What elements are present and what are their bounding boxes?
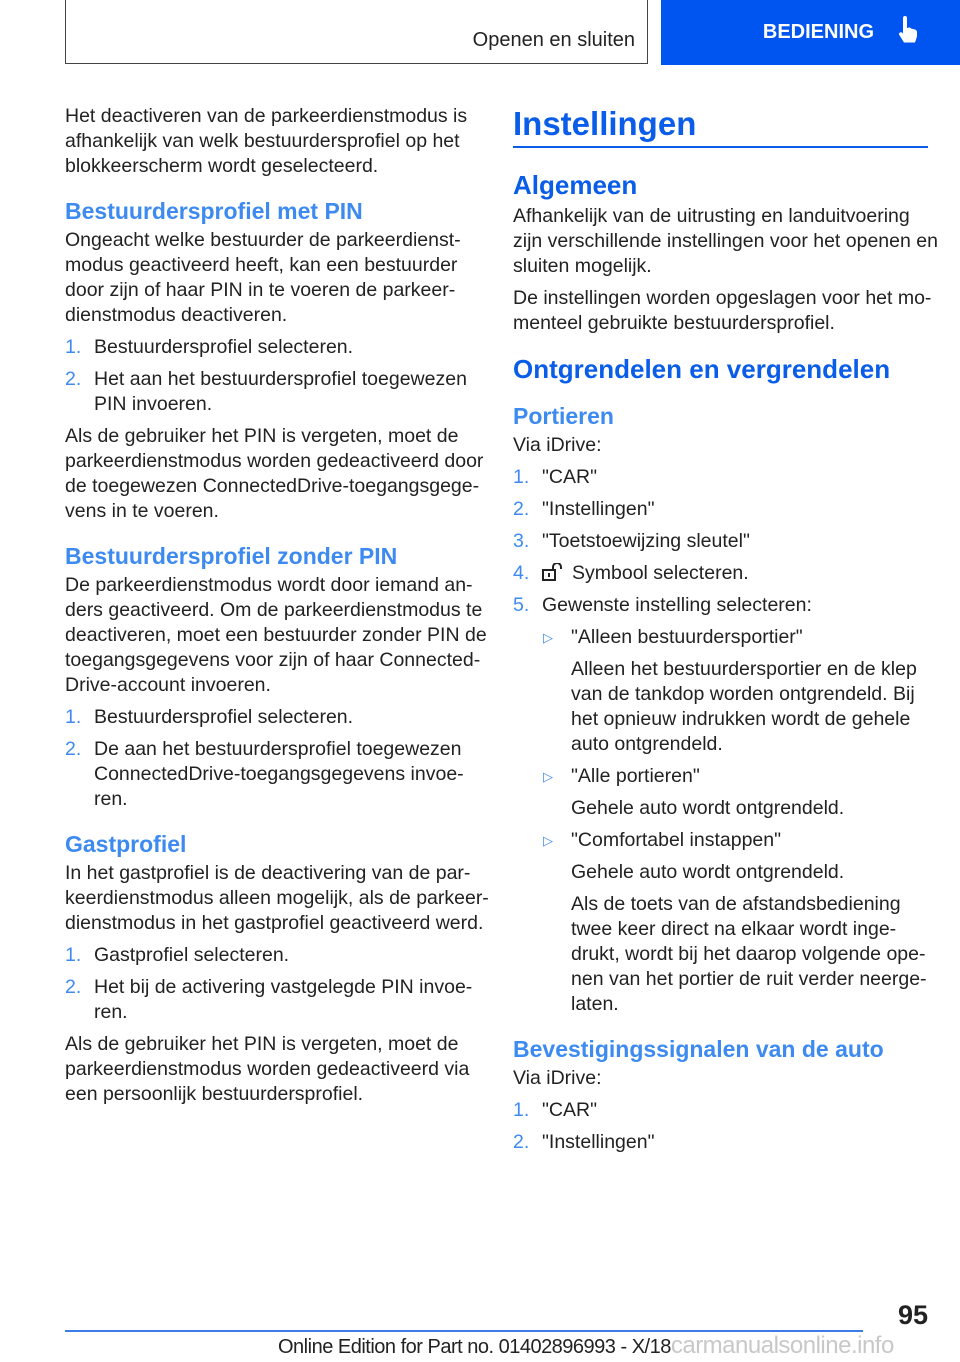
list-item [513, 1098, 933, 1123]
paragraph [513, 286, 933, 336]
list-number: 2. [513, 498, 530, 520]
text-line: nen van het portier de ruit verder neerge- [571, 968, 927, 990]
list-item [513, 1130, 933, 1155]
bullet-item [513, 828, 933, 853]
text-line: deactiveren, moet een bestuurder zonder PIN de [65, 624, 487, 646]
text-line: Als de gebruiker het PIN is vergeten, moet de [65, 425, 459, 447]
text-line: "Instellingen" [542, 1131, 655, 1153]
text-line: vens in te voeren. [65, 500, 219, 522]
text-line: afhankelijk van welk bestuurdersprofiel op het [65, 130, 460, 152]
watermark: carmanualsonline.info [670, 1332, 894, 1359]
text-line: Bestuurdersprofiel selecteren. [94, 706, 354, 728]
unlock-icon [542, 562, 572, 584]
chapter-tab-label: BEDIENING [762, 21, 874, 43]
text-line: Bestuurdersprofiel selecteren. [94, 336, 354, 358]
list-number: 2. [513, 1131, 530, 1153]
text-line: dienstmodus in het gastprofiel geactiveerd werd. [65, 912, 484, 934]
text-line: Afhankelijk van de uitrusting en landuitvoering [513, 205, 910, 227]
text-line: drukt, wordt bij het daarop volgende ope- [571, 943, 926, 965]
paragraph [65, 104, 485, 179]
text-line: Drive-account invoeren. [65, 674, 271, 696]
paragraph [513, 204, 938, 279]
header-section-box [65, 0, 648, 64]
text-line: sluiten mogelijk. [513, 255, 652, 277]
pointing-hand-icon [896, 16, 920, 50]
right-column [513, 104, 938, 1162]
list-item [513, 465, 933, 490]
text-line: dienstmodus deactiveren. [65, 304, 288, 326]
text-line: door zijn of haar PIN in te voeren de parkeer- [65, 279, 456, 301]
text-line: "Toetstoewijzing sleutel" [542, 530, 750, 552]
bullet-description [513, 860, 933, 885]
text-line: Het deactiveren van de parkeerdienstmodus is [65, 105, 468, 127]
heading: Bevestigingssignalen van de auto [513, 1036, 884, 1062]
list-number: 2. [65, 738, 82, 760]
text-line: Als de gebruiker het PIN is vergeten, moet de [65, 1033, 459, 1055]
text-line: het opnieuw indrukken wordt de gehele [571, 708, 911, 730]
heading: Ontgrendelen en vergrendelen [513, 354, 891, 384]
heading: Gastprofiel [65, 831, 187, 857]
text-line: PIN invoeren. [94, 393, 213, 415]
text-line: een persoonlijk bestuurdersprofiel. [65, 1083, 364, 1105]
text-line: menteel gebruikte bestuurdersprofiel. [513, 312, 835, 334]
list-number: 2. [65, 976, 82, 998]
paragraph [513, 433, 933, 458]
text-line: keerdienstmodus alleen mogelijk, als de parkeer- [65, 887, 489, 909]
text-line: Via iDrive: [513, 1067, 602, 1089]
bullet-description [513, 892, 933, 1017]
text-line: "Alle portieren" [571, 765, 700, 787]
text-line: "Instellingen" [542, 498, 655, 520]
text-line: Ongeacht welke bestuurder de parkeerdienst- [65, 229, 461, 251]
text-line: de toegewezen ConnectedDrive-toegangsgege- [65, 475, 480, 497]
text-line: Gewenste instelling selecteren: [542, 594, 812, 616]
heading: Portieren [513, 403, 614, 429]
text-line: "CAR" [542, 466, 598, 488]
text-line: Als de toets van de afstandsbediening [571, 893, 901, 915]
heading: Bestuurdersprofiel zonder PIN [65, 543, 398, 569]
text-line: Alleen het bestuurdersportier en de klep [571, 658, 917, 680]
text-line: ren. [94, 1001, 128, 1023]
list-item [65, 705, 485, 730]
triangle-bullet-icon: ▷ [543, 630, 553, 645]
text-line: "Comfortabel instappen" [571, 829, 782, 851]
text-line: Het aan het bestuurdersprofiel toegewezen [94, 368, 467, 390]
text-line: van de tankdop worden ontgrendeld. Bij [571, 683, 915, 705]
list-item [513, 497, 933, 522]
text-line: Via iDrive: [513, 434, 602, 456]
triangle-bullet-icon: ▷ [543, 833, 553, 848]
list-item [513, 561, 933, 586]
triangle-bullet-icon: ▷ [543, 769, 553, 784]
text-line: In het gastprofiel is de deactivering van de par- [65, 862, 471, 884]
footer [278, 1332, 894, 1360]
text-line [542, 561, 933, 586]
list-number: 1. [513, 1099, 530, 1121]
text-line: "CAR" [542, 1099, 598, 1121]
heading: Instellingen [513, 104, 928, 148]
text-line: parkeerdienstmodus worden gedeactiveerd via [65, 1058, 470, 1080]
list-item [65, 737, 485, 812]
paragraph [65, 573, 485, 698]
text-line: Het bij de activering vastgelegde PIN invoe- [94, 976, 473, 998]
text-line: De parkeerdienstmodus wordt door iemand an- [65, 574, 473, 596]
text-line: auto ontgrendeld. [571, 733, 723, 755]
list-item [65, 975, 485, 1025]
list-number: 4. [513, 562, 530, 584]
list-item [65, 367, 485, 417]
text-line: laten. [571, 993, 619, 1015]
bullet-item [513, 625, 933, 650]
left-column [65, 104, 489, 1114]
text-line: ders geactiveerd. Om de parkeerdienstmodus te [65, 599, 483, 621]
list-number: 5. [513, 594, 530, 616]
list-item [513, 529, 933, 554]
text-line: Gehele auto wordt ontgrendeld. [571, 861, 845, 883]
heading: Algemeen [513, 170, 638, 200]
section-title: Openen en sluiten [472, 29, 635, 51]
text-line: Gastprofiel selecteren. [94, 944, 290, 966]
text-line: modus geactiveerd heeft, kan een bestuurder [65, 254, 458, 276]
list-number: 1. [65, 706, 82, 728]
text-line: ren. [94, 788, 128, 810]
list-number: 1. [65, 944, 82, 966]
heading: Bestuurdersprofiel met PIN [65, 198, 363, 224]
list-item [65, 943, 485, 968]
list-number: 1. [65, 336, 82, 358]
paragraph [65, 424, 485, 524]
list-item [65, 335, 485, 360]
list-number: 1. [513, 466, 530, 488]
paragraph [65, 1032, 485, 1107]
list-number: 3. [513, 530, 530, 552]
text-line: ConnectedDrive-toegangsgegevens invoe- [94, 763, 464, 785]
text-line: parkeerdienstmodus worden gedeactiveerd door [65, 450, 484, 472]
list-number: 2. [65, 368, 82, 390]
chapter-tab[interactable] [661, 0, 960, 65]
paragraph [65, 228, 485, 328]
text-line: twee keer direct na elkaar wordt inge- [571, 918, 897, 940]
text-line: "Alleen bestuurdersportier" [571, 626, 803, 648]
text-line: zijn verschillende instellingen voor het openen en [513, 230, 938, 252]
text-line: blokkeerscherm wordt geselecteerd. [65, 155, 379, 177]
bullet-description [513, 657, 933, 757]
edition-text: Online Edition for Part no. 01402896993 - X/18 [278, 1336, 671, 1358]
paragraph [65, 861, 489, 936]
text-line: De instellingen worden opgeslagen voor het mo- [513, 287, 932, 309]
list-item [513, 593, 933, 618]
text-line-content: Symbool selecteren. [572, 562, 749, 584]
page-number: 95 [897, 1300, 928, 1330]
text-line: toegangsgegevens voor zijn of haar Connected- [65, 649, 481, 671]
paragraph [513, 1066, 933, 1091]
text-line: Gehele auto wordt ontgrendeld. [571, 797, 845, 819]
bullet-description [513, 796, 933, 821]
bullet-item [513, 764, 933, 789]
text-line: De aan het bestuurdersprofiel toegewezen [94, 738, 462, 760]
